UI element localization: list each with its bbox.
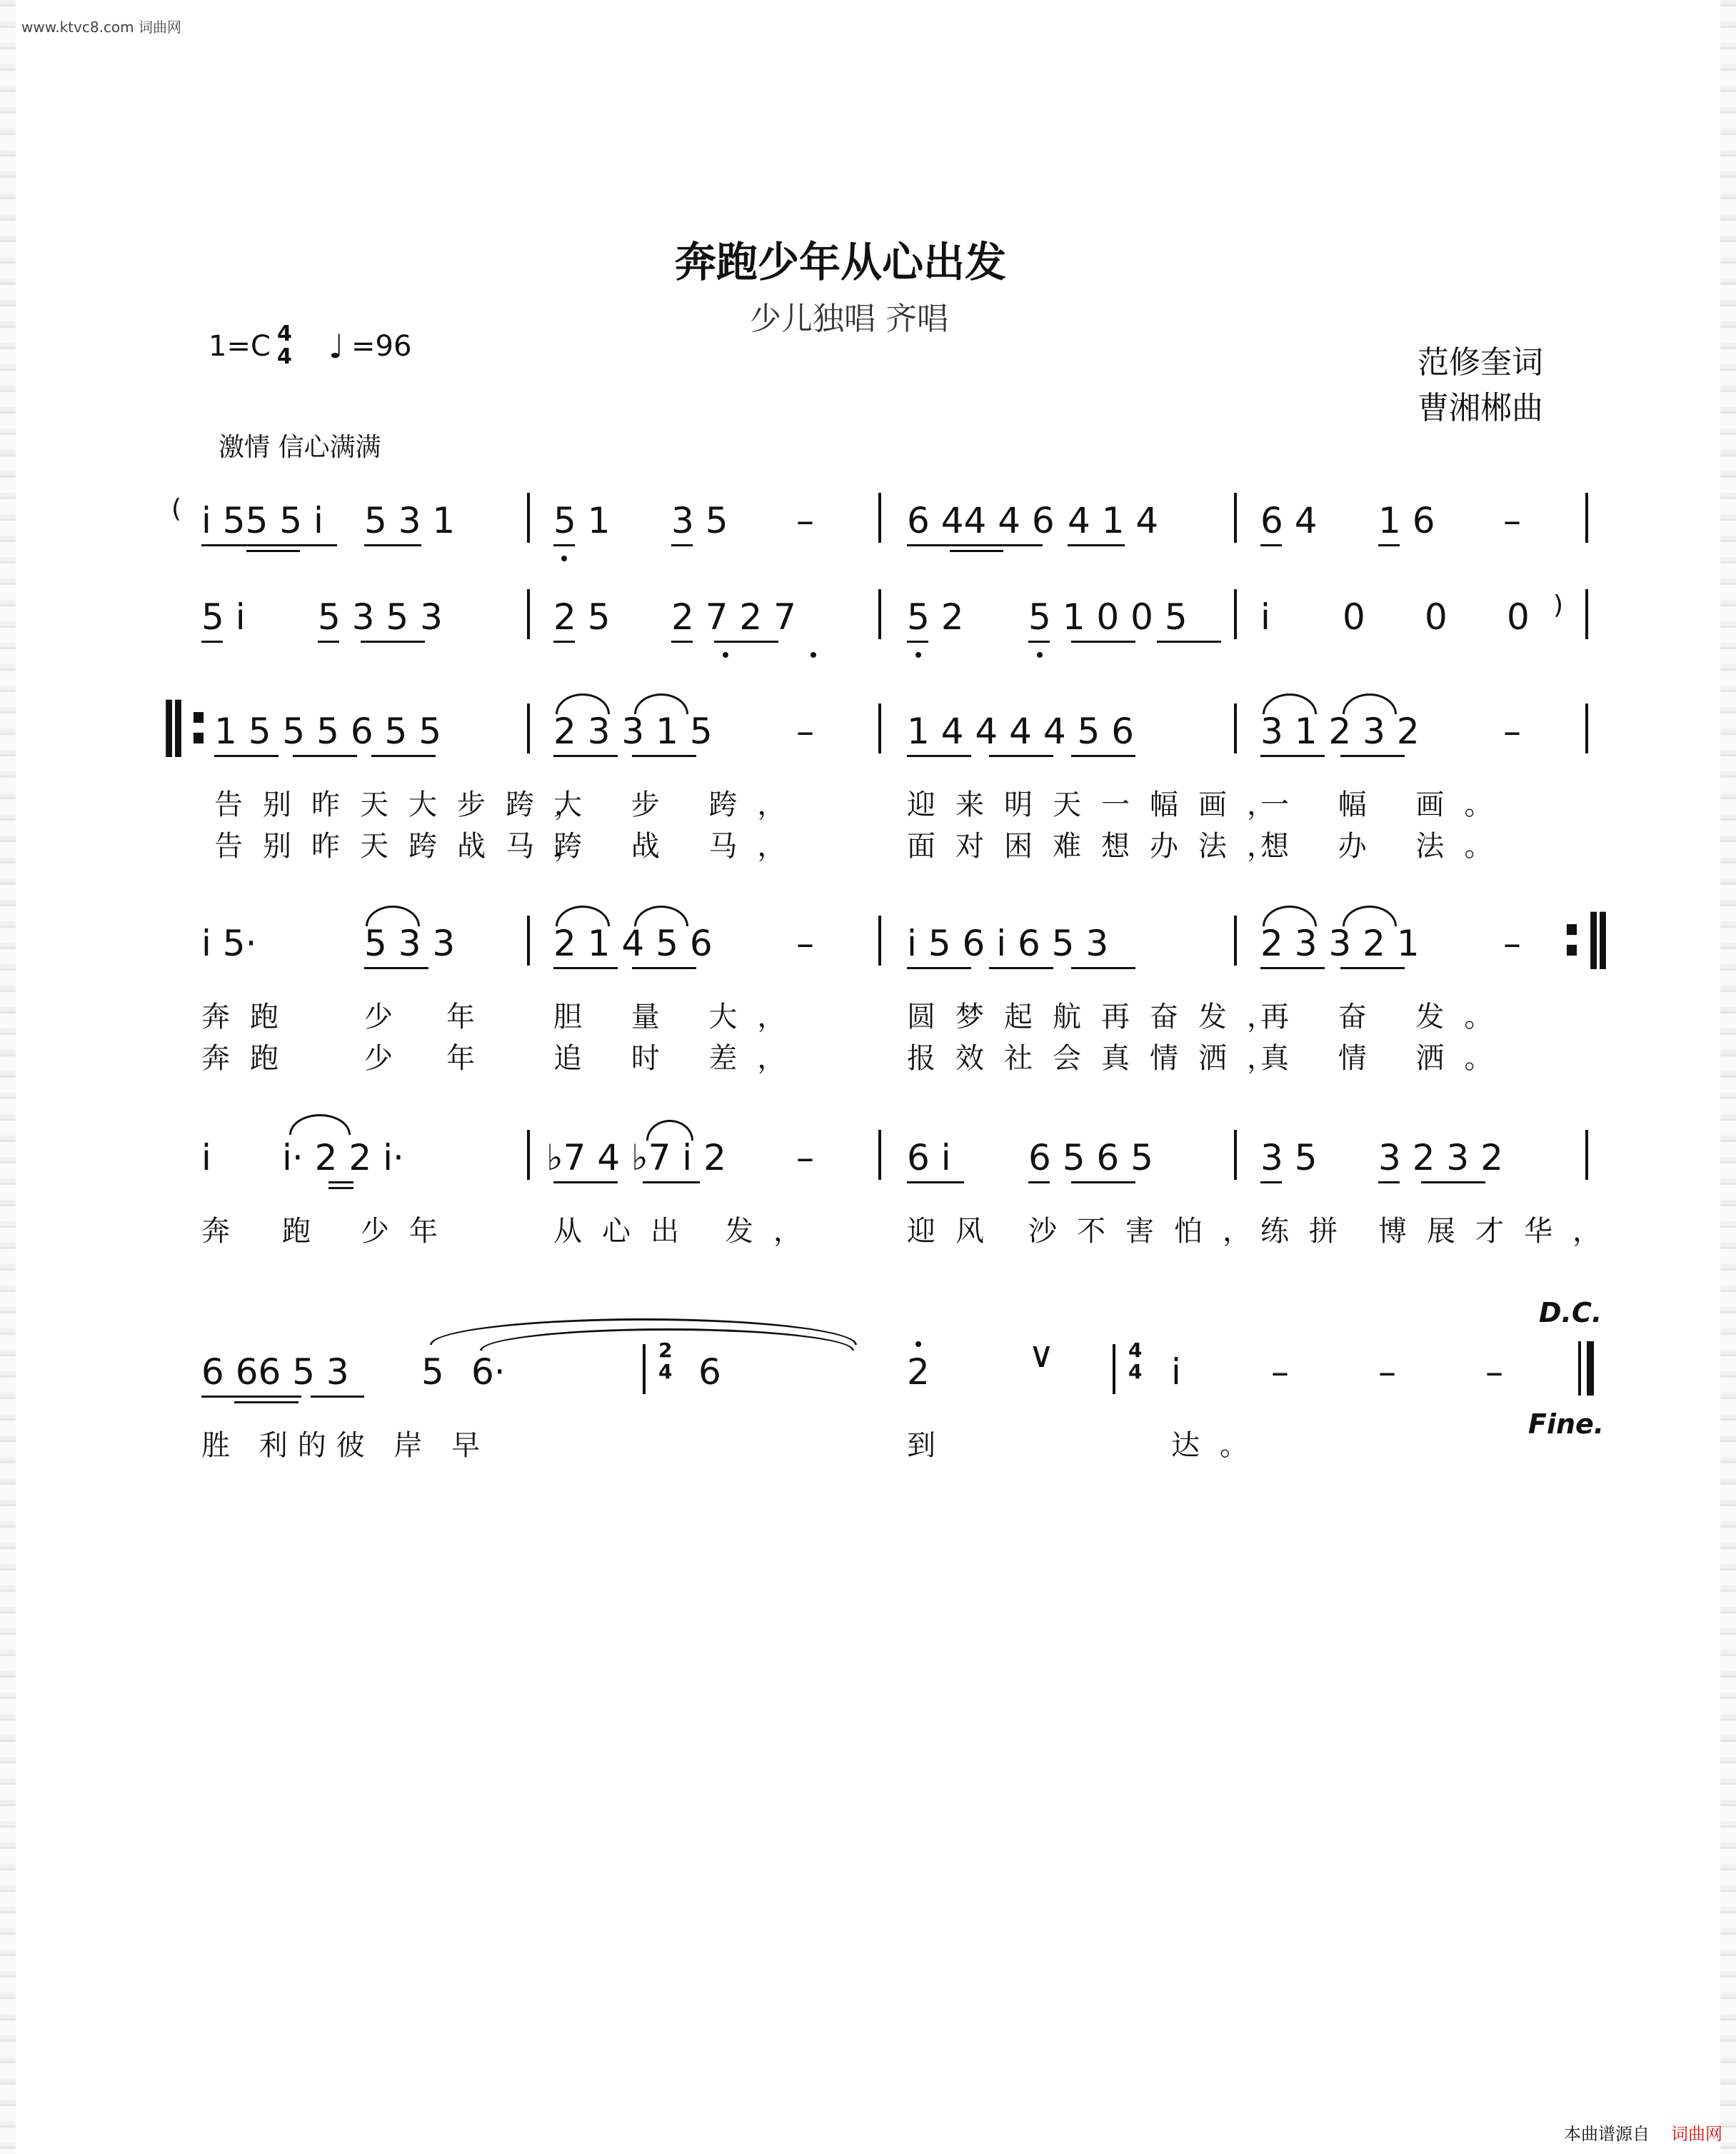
beam bbox=[1157, 641, 1221, 643]
score-system-1 bbox=[143, 494, 1614, 578]
beam bbox=[1071, 641, 1135, 643]
dash: – bbox=[796, 1137, 814, 1178]
barline bbox=[527, 1130, 530, 1180]
lyric: 发， bbox=[725, 1215, 822, 1248]
barline bbox=[878, 703, 881, 753]
barline bbox=[1234, 493, 1237, 543]
note-group: i 55 5 i bbox=[201, 500, 323, 541]
lyric-verse1: 奔跑 bbox=[201, 1001, 298, 1033]
note-group: 5 3 1 bbox=[364, 500, 456, 541]
note-group: 2 3 3 2 1 bbox=[1260, 923, 1420, 964]
note-group: 5 bbox=[421, 1351, 444, 1393]
lyricist: 范修奎词 bbox=[1418, 344, 1543, 381]
beam bbox=[1421, 1181, 1485, 1183]
barline bbox=[1578, 1341, 1581, 1396]
beam bbox=[293, 755, 357, 757]
lyric-verse1: 年 bbox=[446, 1001, 495, 1033]
paren-open: ( bbox=[171, 494, 182, 524]
dc-marking: D.C. bbox=[1539, 1297, 1602, 1328]
octave-dot bbox=[1037, 652, 1043, 658]
barline bbox=[527, 493, 530, 543]
note-group: i 5 6 i 6 5 3 bbox=[907, 923, 1109, 964]
barline bbox=[1234, 916, 1237, 966]
note-group: 6 i bbox=[907, 1137, 951, 1178]
time-sig-bottom: 4 bbox=[277, 344, 292, 369]
note-group: 2 3 3 1 5 bbox=[553, 711, 713, 752]
barline bbox=[527, 703, 530, 753]
octave-dot bbox=[811, 652, 816, 658]
note-group: 5 i bbox=[201, 596, 246, 638]
note-group: 6 66 5 3 bbox=[201, 1351, 349, 1393]
note-group: 6· bbox=[471, 1351, 506, 1393]
score-system-2 bbox=[143, 591, 1614, 675]
repeat-start: ‖: bbox=[159, 691, 210, 757]
score-system-5 bbox=[143, 1137, 1621, 1248]
lyric: 达。 bbox=[1171, 1429, 1268, 1462]
barline bbox=[878, 589, 881, 639]
barline bbox=[1585, 703, 1588, 753]
note-group: i bbox=[1171, 1351, 1181, 1393]
barline bbox=[878, 1130, 881, 1180]
note-group: i· 2 2 i· bbox=[282, 1137, 404, 1178]
rest: 0 bbox=[1343, 596, 1365, 638]
lyric-verse2: 告别昨天跨战马， bbox=[214, 830, 603, 863]
beam bbox=[553, 544, 575, 546]
beam bbox=[671, 641, 693, 643]
barline bbox=[1234, 703, 1237, 753]
note-group: 5 1 bbox=[553, 500, 611, 541]
octave-dot bbox=[561, 556, 567, 561]
dash: – bbox=[1503, 500, 1521, 541]
barline bbox=[878, 916, 881, 966]
rest: 0 bbox=[1507, 596, 1530, 638]
site-url: www.ktvc8.com 词曲网 bbox=[21, 19, 182, 36]
lyric-verse2: 少 bbox=[364, 1042, 413, 1075]
credits bbox=[1418, 340, 1543, 431]
note-group: 2 7 2 7 bbox=[671, 596, 796, 638]
slur bbox=[289, 1114, 351, 1135]
note-group: 5 3 5 3 bbox=[318, 596, 443, 638]
beam bbox=[311, 1396, 364, 1398]
page-border-left bbox=[0, 0, 16, 2154]
lyric: 奔 bbox=[201, 1215, 250, 1248]
beam bbox=[553, 641, 575, 643]
slur bbox=[1263, 906, 1317, 926]
time-signature bbox=[277, 323, 292, 369]
beam bbox=[1260, 755, 1325, 757]
page-border-right bbox=[1720, 0, 1736, 2154]
dash: – bbox=[1503, 923, 1521, 964]
note-group: 6 4 bbox=[1260, 500, 1318, 541]
repeat-end: :‖ bbox=[1560, 903, 1612, 969]
note-group: i 5· bbox=[201, 923, 257, 964]
note-group: 5 2 bbox=[907, 596, 964, 638]
time-sig-top: 4 bbox=[1128, 1338, 1143, 1362]
beam bbox=[553, 967, 618, 969]
beam bbox=[1340, 967, 1405, 969]
note-group: i bbox=[1260, 596, 1270, 638]
beam bbox=[364, 967, 428, 969]
beam bbox=[1260, 967, 1325, 969]
note-group: i bbox=[201, 1137, 211, 1178]
time-sig-bottom: 4 bbox=[1128, 1360, 1143, 1383]
note-group: 3 2 3 2 bbox=[1378, 1137, 1503, 1178]
lyric-verse1: 胆 量 大， bbox=[553, 1001, 806, 1033]
beam bbox=[1378, 544, 1400, 546]
footer-source: 本曲谱源自 bbox=[1564, 2124, 1650, 2144]
note-group: 3 5 bbox=[1260, 1137, 1318, 1178]
song-subtitle: 少儿独唱 齐唱 bbox=[750, 301, 948, 337]
lyric-verse1: 圆梦起航再奋发， bbox=[907, 1001, 1295, 1033]
note-group: 1 4 4 4 4 5 6 bbox=[907, 711, 1135, 752]
lyric-verse2: 奔跑 bbox=[201, 1042, 298, 1075]
lyric: 博展才华， bbox=[1378, 1215, 1621, 1248]
fine-marking: Fine. bbox=[1528, 1408, 1605, 1440]
slur bbox=[1343, 693, 1397, 714]
beam bbox=[643, 1181, 700, 1183]
beam bbox=[714, 641, 778, 643]
beam bbox=[214, 755, 279, 757]
lyric-verse1: 一 幅 画。 bbox=[1260, 788, 1513, 821]
lyric-verse2: 追 时 差， bbox=[553, 1042, 806, 1075]
octave-dot bbox=[723, 652, 728, 658]
beam bbox=[553, 1181, 618, 1183]
dash: – bbox=[796, 711, 814, 752]
dash: – bbox=[1378, 1351, 1396, 1393]
beam bbox=[907, 544, 1043, 546]
time-sig-top: 2 bbox=[658, 1338, 673, 1362]
beam bbox=[201, 544, 337, 546]
dash: – bbox=[796, 500, 814, 541]
beam bbox=[907, 1181, 964, 1183]
barline bbox=[1113, 1344, 1115, 1394]
lyric: 从心出 bbox=[553, 1215, 699, 1248]
beam bbox=[907, 755, 971, 757]
dash: – bbox=[796, 923, 814, 964]
lyric: 迎风 bbox=[907, 1215, 1004, 1248]
lyric-verse1: 告别昨天大步跨， bbox=[214, 788, 603, 821]
lyric: 沙不害怕， bbox=[1028, 1215, 1271, 1248]
note-group: 1 5 5 5 6 5 5 bbox=[214, 711, 442, 752]
composer: 曹湘郴曲 bbox=[1418, 390, 1543, 426]
lyric-verse2: 报效社会真情洒， bbox=[907, 1042, 1295, 1075]
beam bbox=[371, 755, 436, 757]
breath-mark: ∨ bbox=[1028, 1334, 1055, 1376]
barline bbox=[527, 589, 530, 639]
beam bbox=[201, 641, 223, 643]
beam bbox=[671, 544, 693, 546]
slur bbox=[556, 693, 610, 714]
note-group: ♭7 4 ♭7 i 2 bbox=[546, 1137, 726, 1178]
octave-dot bbox=[915, 1341, 921, 1347]
footer-site-link[interactable]: 词曲网 bbox=[1671, 2124, 1722, 2144]
beam bbox=[361, 641, 425, 643]
lyric: 练拼 bbox=[1260, 1215, 1358, 1248]
lyric-verse2: 真 情 洒。 bbox=[1260, 1042, 1513, 1075]
beam bbox=[328, 1181, 353, 1183]
slur bbox=[646, 1120, 693, 1141]
octave-dot bbox=[915, 652, 921, 658]
paren-close: ) bbox=[1553, 591, 1564, 620]
note-group: 1 6 bbox=[1378, 500, 1435, 541]
lyric-verse1: 迎来明天一幅画， bbox=[907, 788, 1295, 821]
barline bbox=[1585, 589, 1588, 639]
note-group: 2 1 4 5 6 bbox=[553, 923, 713, 964]
note-group: 2 5 bbox=[553, 596, 611, 638]
beam bbox=[1071, 1181, 1135, 1183]
slur bbox=[1263, 693, 1317, 714]
lyric: 跑 bbox=[282, 1215, 331, 1248]
beam bbox=[950, 550, 1003, 552]
beam bbox=[989, 755, 1053, 757]
lyric-verse1: 少 bbox=[364, 1001, 413, 1033]
barline bbox=[1234, 589, 1237, 639]
beam bbox=[632, 755, 696, 757]
lyric: 胜 利的彼 岸 早 bbox=[201, 1429, 491, 1462]
beam bbox=[1340, 755, 1405, 757]
time-sig-top: 4 bbox=[277, 321, 292, 346]
note-group: 6 44 4 6 bbox=[907, 500, 1055, 541]
note-group: 6 5 6 5 bbox=[1028, 1137, 1153, 1178]
note-group: 4 1 4 bbox=[1068, 500, 1159, 541]
beam bbox=[234, 1401, 298, 1403]
beam bbox=[632, 967, 696, 969]
barline bbox=[878, 493, 881, 543]
dash: – bbox=[1485, 1351, 1503, 1393]
barline bbox=[1234, 1130, 1237, 1180]
slur bbox=[1343, 906, 1397, 926]
time-signature-2-4 bbox=[658, 1340, 672, 1383]
slur bbox=[634, 906, 688, 926]
note-group: 3 1 2 3 2 bbox=[1260, 711, 1420, 752]
note-group: 5 1 0 0 5 bbox=[1028, 596, 1188, 638]
lyric-verse2: 想 办 法。 bbox=[1260, 830, 1513, 863]
time-sig-bottom: 4 bbox=[658, 1360, 673, 1383]
dash: – bbox=[1271, 1351, 1289, 1393]
barline bbox=[527, 916, 530, 966]
lyric: 到 bbox=[907, 1429, 955, 1462]
lyric-verse2: 跨 战 马， bbox=[553, 830, 806, 863]
final-barline bbox=[1587, 1341, 1594, 1396]
note-group: 6 bbox=[698, 1351, 721, 1393]
slur bbox=[366, 906, 420, 926]
quarter-note-icon: ♩ bbox=[328, 327, 344, 366]
note-group: 2 bbox=[907, 1351, 930, 1393]
beam bbox=[1071, 755, 1135, 757]
score-system-4 bbox=[143, 903, 1614, 1075]
tempo-mark: =96 bbox=[351, 330, 412, 363]
note-group: 5 3 3 bbox=[364, 923, 456, 964]
rest: 0 bbox=[1425, 596, 1447, 638]
beam bbox=[1068, 544, 1125, 546]
expression-mark: 激情 信心满满 bbox=[219, 433, 381, 462]
score-system-3 bbox=[143, 691, 1614, 863]
barline bbox=[1585, 1130, 1588, 1180]
lyric-verse1: 再 奋 发。 bbox=[1260, 1001, 1513, 1033]
slur bbox=[634, 693, 688, 714]
beam bbox=[907, 967, 971, 969]
dash: – bbox=[1503, 711, 1521, 752]
beam bbox=[328, 1187, 353, 1189]
beam bbox=[1260, 1181, 1282, 1183]
beam bbox=[246, 550, 300, 552]
beam bbox=[1378, 1181, 1400, 1183]
score-system-6 bbox=[143, 1297, 1614, 1462]
lyric-verse1: 大 步 跨， bbox=[553, 788, 806, 821]
barline bbox=[1585, 493, 1588, 543]
beam bbox=[201, 1396, 301, 1398]
lyric: 少年 bbox=[361, 1215, 458, 1248]
beam bbox=[1028, 641, 1050, 643]
beam bbox=[318, 641, 339, 643]
beam bbox=[1071, 967, 1135, 969]
key-signature: 1=C bbox=[209, 330, 271, 363]
beam bbox=[364, 544, 421, 546]
slur bbox=[556, 906, 610, 926]
beam bbox=[1260, 544, 1282, 546]
beam bbox=[553, 755, 618, 757]
note-group: 3 5 bbox=[671, 500, 728, 541]
beam bbox=[907, 641, 928, 643]
lyric-verse2: 面对困难想办法， bbox=[907, 830, 1295, 863]
song-title: 奔跑少年从心出发 bbox=[675, 238, 1007, 286]
lyric-verse2: 年 bbox=[446, 1042, 495, 1075]
barline bbox=[643, 1344, 646, 1394]
time-signature-4-4 bbox=[1128, 1340, 1142, 1383]
beam bbox=[1028, 1181, 1050, 1183]
beam bbox=[989, 967, 1053, 969]
